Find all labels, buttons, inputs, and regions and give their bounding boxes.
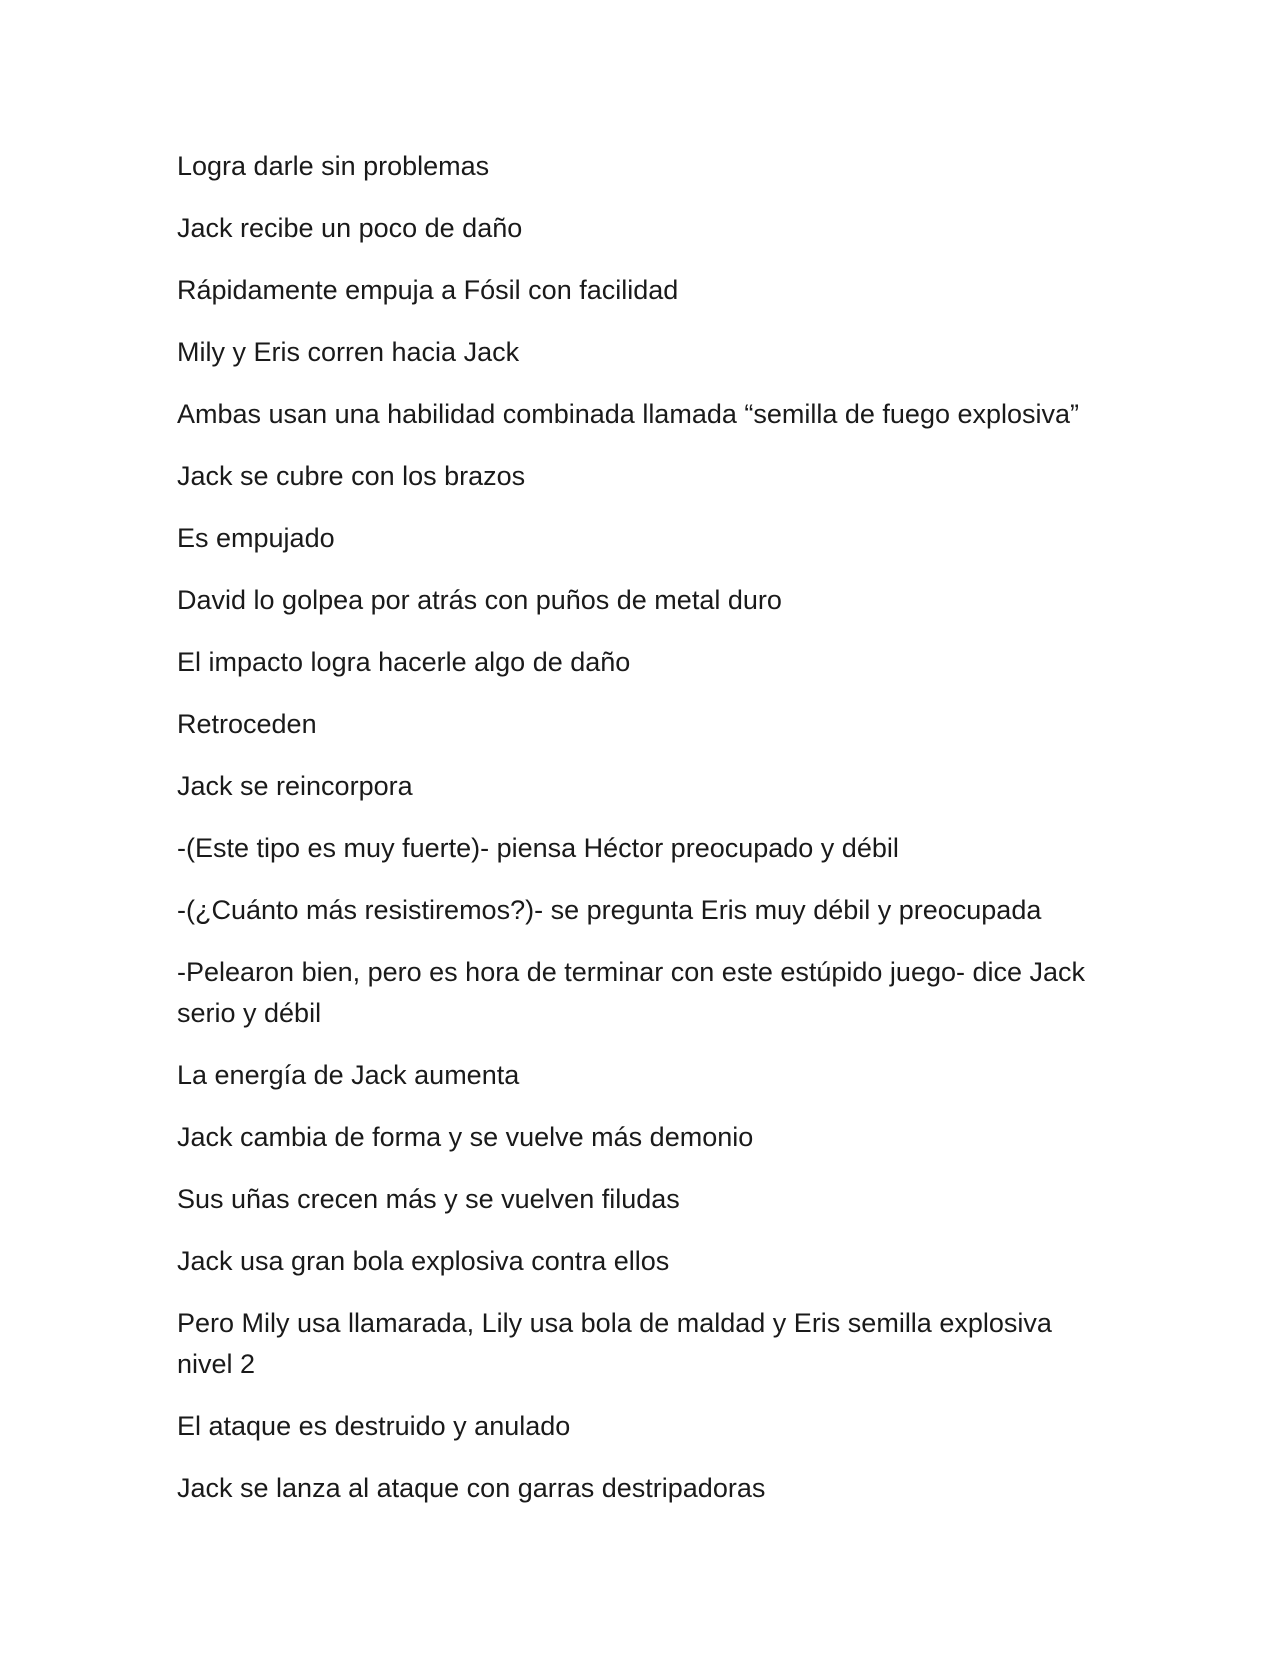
paragraph: -Pelearon bien, pero es hora de terminar con este estúpido juego- dice Jack serio y débil xyxy=(177,957,1086,1028)
document-body xyxy=(177,146,1102,1530)
paragraph: Jack se lanza al ataque con garras destripadoras xyxy=(177,1473,766,1503)
paragraph: Pero Mily usa llamarada, Lily usa bola de maldad y Eris semilla explosiva nivel 2 xyxy=(177,1308,1052,1379)
paragraph: Rápidamente empuja a Fósil con facilidad xyxy=(177,275,679,305)
paragraph: Logra darle sin problemas xyxy=(177,151,490,181)
paragraph: Mily y Eris corren hacia Jack xyxy=(177,337,520,367)
paragraph: Jack recibe un poco de daño xyxy=(177,213,523,243)
paragraph: -(Este tipo es muy fuerte)- piensa Héctor preocupado y débil xyxy=(177,833,899,863)
paragraph: Jack usa gran bola explosiva contra ellos xyxy=(177,1246,670,1276)
paragraph: Retroceden xyxy=(177,709,317,739)
paragraph: David lo golpea por atrás con puños de metal duro xyxy=(177,585,782,615)
paragraph: Es empujado xyxy=(177,523,335,553)
paragraph: La energía de Jack aumenta xyxy=(177,1060,520,1090)
paragraph: Sus uñas crecen más y se vuelven filudas xyxy=(177,1184,680,1214)
paragraph: El ataque es destruido y anulado xyxy=(177,1411,571,1441)
paragraph: Jack cambia de forma y se vuelve más demonio xyxy=(177,1122,754,1152)
paragraph: -(¿Cuánto más resistiremos?)- se pregunta Eris muy débil y preocupada xyxy=(177,895,1042,925)
paragraph: Jack se cubre con los brazos xyxy=(177,461,526,491)
paragraph: El impacto logra hacerle algo de daño xyxy=(177,647,631,677)
paragraph: Jack se reincorpora xyxy=(177,771,413,801)
paragraph: Ambas usan una habilidad combinada llamada “semilla de fuego explosiva” xyxy=(177,399,1080,429)
